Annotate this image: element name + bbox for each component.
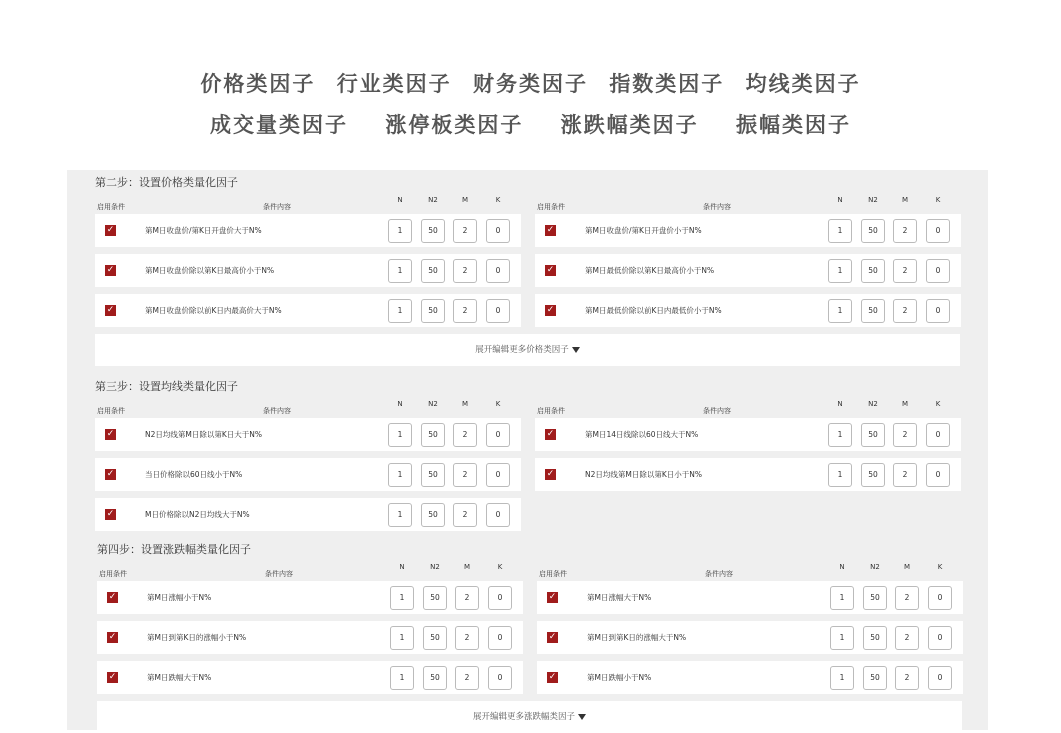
header-param-k: K [937, 563, 943, 571]
param-input-n2[interactable]: 50 [421, 299, 445, 323]
factor-row [95, 458, 521, 491]
param-input-m[interactable]: 2 [895, 586, 919, 610]
column-header [537, 563, 963, 579]
category-industry: 行业类因子 [336, 72, 452, 96]
factor-row [95, 294, 521, 327]
header-param-k: K [495, 400, 501, 408]
header-param-n2: N2 [870, 563, 880, 571]
param-input-n2[interactable]: 50 [423, 626, 447, 650]
header-param-m: M [461, 196, 469, 204]
param-input-m[interactable]: 2 [893, 423, 917, 447]
header-enable: 启用条件 [97, 407, 125, 415]
condition-text: N2日均线第M日除以第K日大于N% [145, 430, 263, 439]
header-param-m: M [903, 563, 911, 571]
condition-text: M日价格除以N2日均线大于N% [145, 510, 250, 519]
header-param-n2: N2 [430, 563, 440, 571]
header-param-n: N [837, 400, 843, 408]
condition-text: 第M日收盘价/第K日开盘价小于N% [585, 226, 702, 235]
param-input-k[interactable]: 0 [926, 299, 950, 323]
enable-checkbox[interactable]: ✓ [108, 672, 117, 682]
expand-label: 展开编辑更多价格类因子 [475, 345, 569, 355]
header-enable: 启用条件 [97, 203, 125, 211]
param-input-k[interactable]: 0 [486, 503, 510, 527]
param-input-k[interactable]: 0 [488, 666, 512, 690]
param-input-n[interactable]: 1 [388, 423, 412, 447]
param-input-k[interactable]: 0 [486, 259, 510, 283]
param-input-n2[interactable]: 50 [421, 219, 445, 243]
param-input-n2[interactable]: 50 [421, 259, 445, 283]
header-param-n2: N2 [868, 400, 878, 408]
param-input-m[interactable]: 2 [895, 666, 919, 690]
header-enable: 启用条件 [537, 407, 565, 415]
category-finance: 财务类因子 [473, 72, 588, 96]
header-param-k: K [495, 196, 501, 204]
param-input-k[interactable]: 0 [926, 219, 950, 243]
header-param-n2: N2 [868, 196, 878, 204]
enable-checkbox[interactable]: ✓ [546, 429, 555, 439]
category-line-1 [0, 68, 1061, 98]
condition-text: N2日均线第M日除以第K日小于N% [585, 470, 703, 479]
param-input-k[interactable]: 0 [486, 423, 510, 447]
param-input-n[interactable]: 1 [830, 626, 854, 650]
header-content: 条件内容 [263, 407, 291, 415]
factor-row [535, 294, 961, 327]
factor-row [535, 214, 961, 247]
header-param-n: N [397, 196, 403, 204]
factor-row [537, 581, 963, 614]
header-param-n: N [839, 563, 845, 571]
expand-label: 展开编辑更多涨跌幅类因子 [472, 712, 575, 722]
column-header [95, 400, 521, 416]
param-input-n[interactable]: 1 [388, 503, 412, 527]
enable-checkbox[interactable]: ✓ [546, 469, 555, 479]
param-input-n[interactable]: 1 [388, 259, 412, 283]
enable-checkbox[interactable]: ✓ [106, 225, 115, 235]
header-param-m: M [463, 563, 471, 571]
header-param-n2: N2 [428, 400, 438, 408]
enable-checkbox[interactable]: ✓ [548, 632, 557, 642]
header-content: 条件内容 [263, 203, 291, 211]
param-input-m[interactable]: 2 [453, 423, 477, 447]
header-param-n: N [837, 196, 843, 204]
category-price: 价格类因子 [200, 72, 316, 96]
expand-more-button[interactable] [97, 701, 962, 733]
enable-checkbox[interactable]: ✓ [106, 509, 115, 519]
header-param-n: N [399, 563, 405, 571]
param-input-k[interactable]: 0 [488, 586, 512, 610]
category-moving-average: 均线类因子 [745, 72, 861, 96]
param-input-n[interactable]: 1 [390, 666, 414, 690]
condition-text: 第M日跌幅大于N% [147, 673, 212, 682]
param-input-n[interactable]: 1 [828, 423, 852, 447]
param-input-m[interactable]: 2 [455, 586, 479, 610]
param-input-n2[interactable]: 50 [861, 259, 885, 283]
factor-row [537, 621, 963, 654]
header-param-k: K [497, 563, 503, 571]
param-input-n[interactable]: 1 [388, 463, 412, 487]
param-input-k[interactable]: 0 [926, 259, 950, 283]
enable-checkbox[interactable]: ✓ [108, 632, 117, 642]
param-input-n2[interactable]: 50 [421, 503, 445, 527]
param-input-m[interactable]: 2 [453, 299, 477, 323]
param-input-k[interactable]: 0 [486, 463, 510, 487]
param-input-k[interactable]: 0 [926, 423, 950, 447]
section-title: 第三步：设置均线类量化因子 [95, 380, 238, 393]
param-input-k[interactable]: 0 [928, 586, 952, 610]
param-input-n2[interactable]: 50 [861, 423, 885, 447]
enable-checkbox[interactable]: ✓ [546, 305, 555, 315]
category-volume: 成交量类因子 [210, 113, 349, 137]
header-param-k: K [935, 400, 941, 408]
factor-row [95, 418, 521, 451]
param-input-n2[interactable]: 50 [423, 666, 447, 690]
condition-text: 第M日最低价除以前K日内最低价小于N% [585, 306, 722, 315]
condition-text: 第M日收盘价除以第K日最高价小于N% [145, 266, 275, 275]
param-input-k[interactable]: 0 [488, 626, 512, 650]
param-input-n[interactable]: 1 [828, 463, 852, 487]
param-input-m[interactable]: 2 [453, 219, 477, 243]
factor-row [97, 621, 523, 654]
param-input-k[interactable]: 0 [928, 666, 952, 690]
condition-text: 第M日最低价除以第K日最高价小于N% [585, 266, 715, 275]
header-content: 条件内容 [265, 570, 293, 578]
param-input-n2[interactable]: 50 [861, 219, 885, 243]
enable-checkbox[interactable]: ✓ [548, 592, 557, 602]
enable-checkbox[interactable]: ✓ [106, 469, 115, 479]
condition-text: 第M日收盘价除以前K日内最高价大于N% [145, 306, 282, 315]
param-input-n2[interactable]: 50 [421, 463, 445, 487]
header-param-m: M [901, 196, 909, 204]
enable-checkbox[interactable]: ✓ [106, 265, 115, 275]
header-param-m: M [901, 400, 909, 408]
category-index: 指数类因子 [609, 72, 725, 96]
param-input-k[interactable]: 0 [486, 219, 510, 243]
factor-row [95, 498, 521, 531]
category-limit-up: 涨停板类因子 [385, 113, 524, 137]
param-input-n[interactable]: 1 [390, 626, 414, 650]
header-content: 条件内容 [703, 203, 731, 211]
factor-row [535, 418, 961, 451]
param-input-m[interactable]: 2 [893, 259, 917, 283]
param-input-m[interactable]: 2 [895, 626, 919, 650]
enable-checkbox[interactable]: ✓ [548, 672, 557, 682]
category-change: 涨跌幅类因子 [560, 113, 699, 137]
condition-text: 第M日涨幅大于N% [587, 593, 652, 602]
header-param-n2: N2 [428, 196, 438, 204]
column-header [535, 196, 961, 212]
header-content: 条件内容 [703, 407, 731, 415]
param-input-k[interactable]: 0 [486, 299, 510, 323]
condition-text: 第M日到第K日的涨幅小于N% [147, 633, 247, 642]
header-enable: 启用条件 [537, 203, 565, 211]
factor-row [97, 581, 523, 614]
param-input-n[interactable]: 1 [388, 219, 412, 243]
factor-row [535, 458, 961, 491]
param-input-m[interactable]: 2 [453, 503, 477, 527]
param-input-m[interactable]: 2 [893, 299, 917, 323]
column-header [535, 400, 961, 416]
condition-text: 第M日涨幅小于N% [147, 593, 212, 602]
factor-row [537, 661, 963, 694]
param-input-n2[interactable]: 50 [421, 423, 445, 447]
header-param-k: K [935, 196, 941, 204]
param-input-n[interactable]: 1 [830, 586, 854, 610]
enable-checkbox[interactable]: ✓ [106, 429, 115, 439]
param-input-n2[interactable]: 50 [863, 666, 887, 690]
condition-text: 第M日到第K日的涨幅大于N% [587, 633, 687, 642]
expand-more-button[interactable] [95, 334, 960, 366]
param-input-n[interactable]: 1 [388, 299, 412, 323]
factor-settings-panel [67, 170, 988, 730]
header-param-n: N [397, 400, 403, 408]
param-input-m[interactable]: 2 [893, 463, 917, 487]
section-title: 第四步：设置涨跌幅类量化因子 [97, 543, 251, 556]
factor-row [535, 254, 961, 287]
column-header [95, 196, 521, 212]
param-input-m[interactable]: 2 [455, 666, 479, 690]
category-line-2 [0, 109, 1061, 139]
header-enable: 启用条件 [539, 570, 567, 578]
param-input-k[interactable]: 0 [926, 463, 950, 487]
param-input-n[interactable]: 1 [830, 666, 854, 690]
header-param-m: M [461, 400, 469, 408]
param-input-n2[interactable]: 50 [861, 463, 885, 487]
enable-checkbox[interactable]: ✓ [108, 592, 117, 602]
triangle-down-icon [572, 347, 580, 353]
param-input-n2[interactable]: 50 [861, 299, 885, 323]
factor-row [95, 214, 521, 247]
param-input-m[interactable]: 2 [453, 463, 477, 487]
section-title: 第二步：设置价格类量化因子 [95, 176, 238, 189]
category-amplitude: 振幅类因子 [735, 113, 851, 137]
triangle-down-icon [578, 714, 586, 720]
factor-row [97, 661, 523, 694]
condition-text: 第M日14日线除以60日线大于N% [585, 430, 699, 439]
enable-checkbox[interactable]: ✓ [546, 265, 555, 275]
param-input-n2[interactable]: 50 [863, 586, 887, 610]
column-header [97, 563, 523, 579]
param-input-n[interactable]: 1 [390, 586, 414, 610]
param-input-m[interactable]: 2 [453, 259, 477, 283]
condition-text: 当日价格除以60日线小于N% [145, 470, 243, 479]
condition-text: 第M日收盘价/第K日开盘价大于N% [145, 226, 262, 235]
param-input-n[interactable]: 1 [828, 219, 852, 243]
enable-checkbox[interactable]: ✓ [546, 225, 555, 235]
factor-row [95, 254, 521, 287]
param-input-n[interactable]: 1 [828, 299, 852, 323]
param-input-n2[interactable]: 50 [423, 586, 447, 610]
param-input-m[interactable]: 2 [455, 626, 479, 650]
condition-text: 第M日跌幅小于N% [587, 673, 652, 682]
param-input-n2[interactable]: 50 [863, 626, 887, 650]
param-input-n[interactable]: 1 [828, 259, 852, 283]
param-input-m[interactable]: 2 [893, 219, 917, 243]
param-input-k[interactable]: 0 [928, 626, 952, 650]
header-enable: 启用条件 [99, 570, 127, 578]
header-content: 条件内容 [705, 570, 733, 578]
enable-checkbox[interactable]: ✓ [106, 305, 115, 315]
